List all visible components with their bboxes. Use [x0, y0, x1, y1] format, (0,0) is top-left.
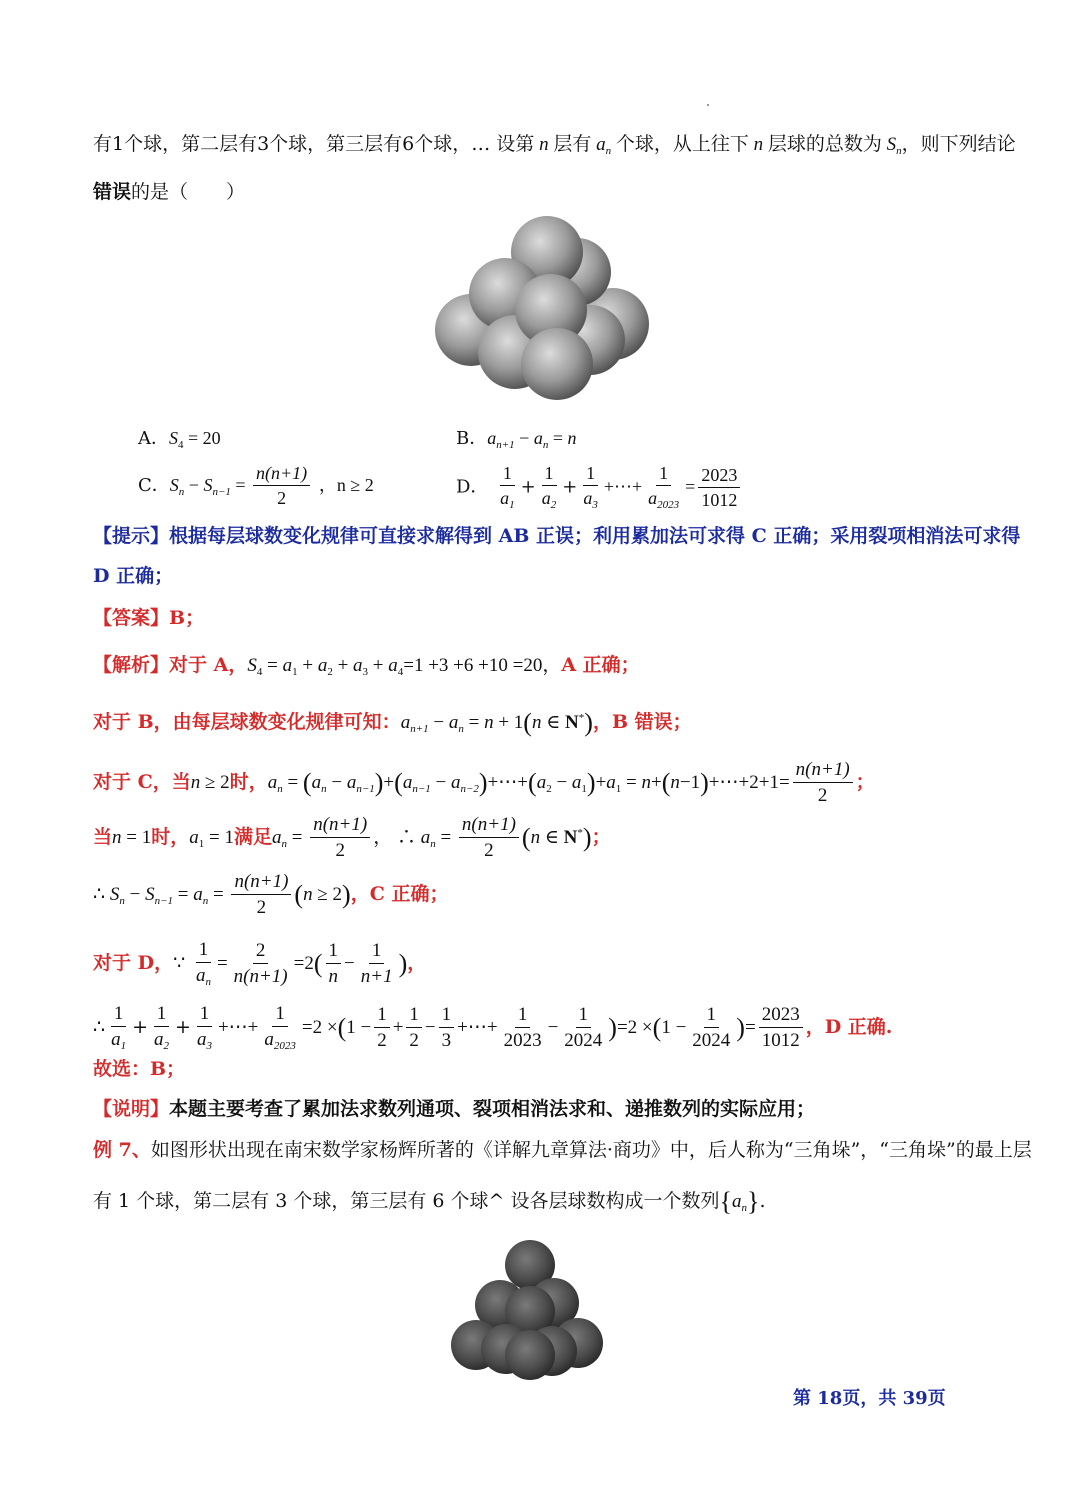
option-b[interactable]: B．$a_{n+1} - a_n = n$: [456, 428, 577, 451]
example7-line-1: 例 7、如图形状出现在南宋数学家杨辉所著的《详解九章算法·商功》中，后人称为“三角垛”，“三角垛”的最上层: [93, 1139, 1032, 1161]
analysis-d-sum: ∴ $\frac{1}{a_1}$ + $\frac{1}{a_2}$ + $\frac{1}{a_3}$ +⋯+ $\frac{1}{a_{2023}}$ =2 ×(1 − $\frac{1}{2}$ + $\frac{1}{2}$ − $\frac{1}{3}$ +⋯+ $\frac{1}{2023}$ − $\frac{1}{2024}$ )=2 ×(1 − $\frac{1}{2024}$ )= $\frac{2023}{1012}$ ，D 正确.: [93, 1003, 893, 1052]
intro-line-1: 有1个球，第二层有3个球，第三层有6个球，… 设第 n 层有 $a_n$ 个球，从上往下 n 层球的总数为 $S_n$，则下列结论: [93, 133, 1016, 157]
ball-pyramid-gray: [425, 212, 660, 402]
page-footer: 第 18页，共 39页: [793, 1388, 946, 1409]
analysis-b: 对于 B，由每层球数变化规律可知：$a_{n+1} - a_n = n + 1(n$ ∈ N*)，B 错误；: [93, 708, 692, 737]
intro-line-2: 错误的是（ ）: [93, 181, 246, 203]
note-line: 【说明】本题主要考查了累加法求数列通项、裂项相消法求和、递推数列的实际应用；: [93, 1098, 816, 1120]
analysis-d: 对于 D，∵ $\frac{1}{a_n}$ = $\frac{2}{n(n+1)}$ =2( $\frac{1}{n}$ − $\frac{1}{n+1}$ )，: [93, 939, 427, 988]
analysis-n1: 当n = 1时，$a_1 = 1$满足$a_n$ = $\frac{n(n+1)}{2}$ ， ∴ $a_n$ = $\frac{n(n+1)}{2}$ (n ∈ N*)；: [93, 814, 611, 861]
ball-pyramid-dark: [448, 1237, 608, 1382]
example7-line-2: 有 1 个球，第二层有 3 个球，第三层有 6 个球^ 设各层球数构成一个数列$\{a_n\}$.: [93, 1187, 766, 1216]
stray-dot: [707, 104, 709, 106]
analysis-c: 对于 C，当n ≥ 2时，$a_n = (a_n - a_{n-1})+(a_{n-1}$ − $a_{n-2})+\cdots+(a_2 - a_1)+a_1$ = n+(n−1)+⋯+2+1= $\frac{n(n+1)}{2}$ ；: [93, 759, 875, 806]
analysis-a: 【解析】对于 A，$S_4 = a_1 + a_2 + a_3 + a_4=1 +3 +6 +10 =20$，A 正确；: [93, 654, 640, 678]
hint-line-1: 【提示】根据每层球数变化规律可直接求解得到 AB 正误；利用累加法可求得 C 正确；采用裂项相消法可求得: [93, 525, 1021, 547]
option-c[interactable]: C．$S_n - S_{n-1}$ = $\frac{n(n+1)}{2}$ ，n ≥ 2: [138, 463, 374, 508]
option-d[interactable]: D． $\frac{1}{a_1}$ + $\frac{1}{a_2}$ + $\frac{1}{a_3}$ +⋯+ $\frac{1}{a_{2023}}$ = $\frac{2023}{1012}$: [456, 464, 743, 511]
choice-line: 故选：B；: [93, 1058, 186, 1080]
option-a[interactable]: A．$S_4 = 20$: [138, 428, 221, 451]
analysis-c-conclusion: ∴ $S_n - S_{n-1} = a_n$ = $\frac{n(n+1)}{2}$ (n ≥ 2)，C 正确；: [93, 871, 449, 918]
answer-line: 【答案】B；: [93, 607, 205, 629]
hint-line-2: D 正确；: [93, 565, 174, 587]
